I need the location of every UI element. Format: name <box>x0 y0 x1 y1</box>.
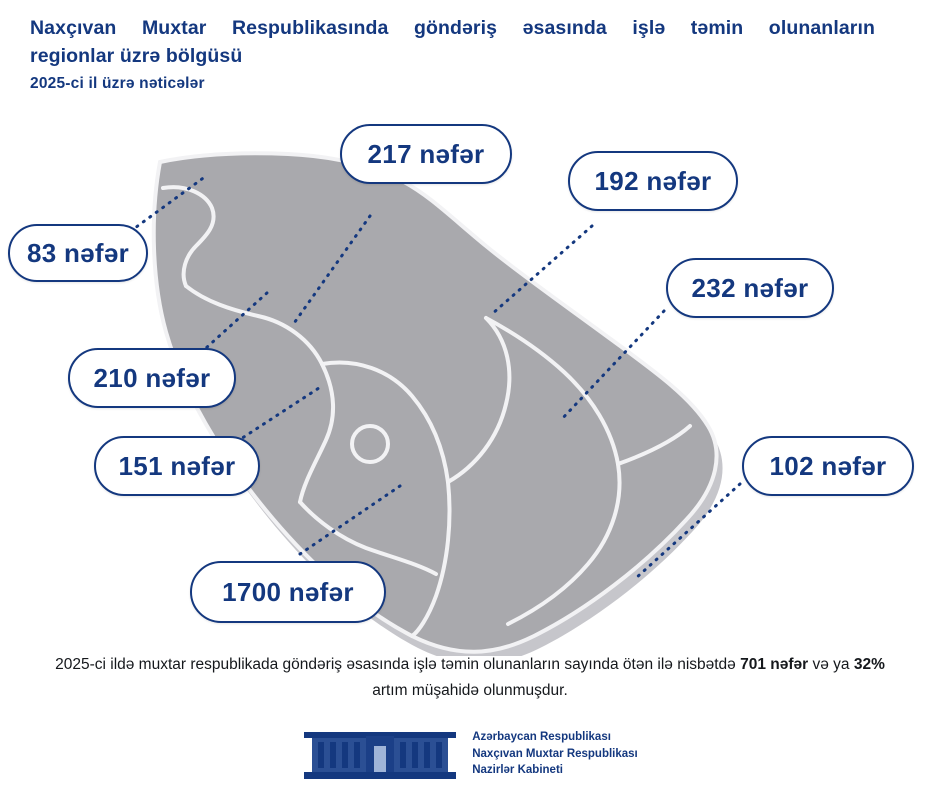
summary-note-highlight-percent: 32% <box>853 656 885 673</box>
callout-151-label: 151 nəfər <box>118 450 236 481</box>
org-line-2: Naxçıvan Muxtar Respublikası <box>472 747 638 760</box>
callout-210[interactable] <box>68 348 236 408</box>
callout-232[interactable] <box>666 258 834 318</box>
callout-83-label: 83 nəfər <box>26 237 130 268</box>
callout-210-label: 210 nəfər <box>93 362 211 393</box>
callout-217-label: 217 nəfər <box>367 138 485 169</box>
footer <box>0 726 940 782</box>
page-title <box>30 14 890 71</box>
summary-note-part-3: artım müşahidə olunmuşdur. <box>372 682 568 700</box>
callout-232-label: 232 nəfər <box>691 272 809 303</box>
callout-102-label: 102 nəfər <box>769 450 887 481</box>
government-building-icon <box>302 726 458 782</box>
page-header <box>30 14 890 93</box>
page-title-line-2: regionlar üzrə bölgüsü <box>30 45 243 68</box>
callout-102[interactable] <box>742 436 914 496</box>
map-container <box>0 96 940 656</box>
callout-192[interactable] <box>568 151 738 211</box>
callout-83[interactable] <box>8 224 148 282</box>
summary-note-part-2: və ya <box>808 656 854 673</box>
summary-note-part-1: 2025-ci ildə muxtar respublikada göndəriş əsasında işlə təmin olunanların sayında ötən ilə nisbətdə <box>55 656 741 673</box>
callout-217[interactable] <box>340 124 512 184</box>
organization-name <box>472 729 638 779</box>
page-subtitle: 2025-ci il üzrə nəticələr <box>30 74 205 92</box>
page-title-line-1: Naxçıvan Muxtar Respublikasında göndəriş əsasında işlə təmin olunanların <box>30 17 875 39</box>
summary-note-highlight-count: 701 nəfər <box>740 656 809 673</box>
callout-192-label: 192 nəfər <box>594 165 712 196</box>
callout-151[interactable] <box>94 436 260 496</box>
callout-1700-label: 1700 nəfər <box>222 576 354 607</box>
callout-1700[interactable] <box>190 561 386 623</box>
org-line-1: Azərbaycan Respublikası <box>472 730 611 743</box>
map-lake <box>352 426 388 462</box>
summary-note <box>0 652 940 705</box>
org-line-3: Nazirlər Kabineti <box>472 764 563 777</box>
